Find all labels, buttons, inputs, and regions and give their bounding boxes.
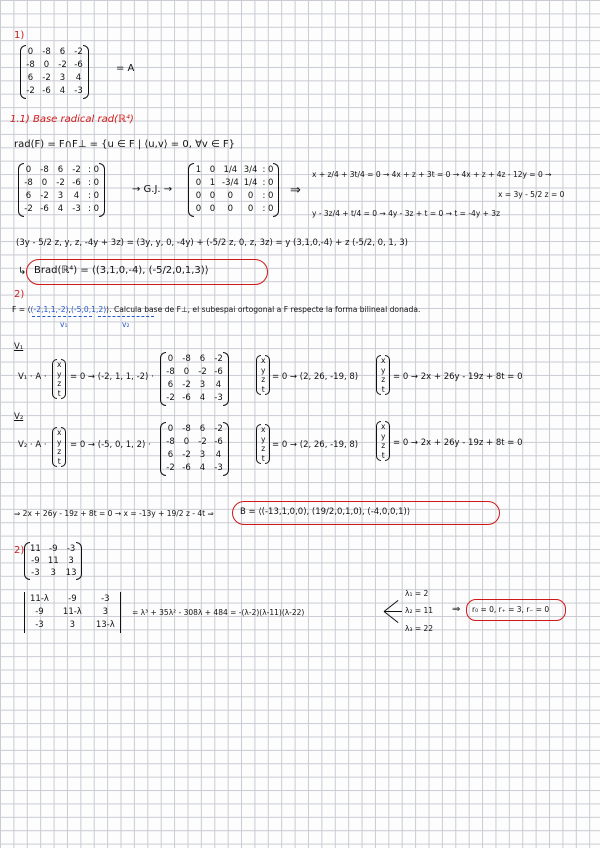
matrix-cell: -9 (35, 607, 44, 617)
matrix-cell: 6 (199, 424, 206, 434)
v1-eq0: = 0 → (-2, 1, 1, -2) · (70, 372, 154, 382)
matrix-cell: -2 (74, 47, 83, 57)
matrix-cell: 0 (25, 165, 32, 175)
matrix-cell: -2 (182, 380, 191, 390)
matrix-cell: -2 (182, 450, 191, 460)
matrix-cell: -6 (72, 178, 81, 188)
matrix-cell: 0 (209, 191, 216, 201)
v1-label: v₁ (60, 320, 68, 329)
matrix-cell: 13 (65, 568, 77, 578)
matrix-cell: 0 (183, 367, 190, 377)
matrix-cell: 4 (215, 380, 222, 390)
matrix-cell: 4 (57, 204, 64, 214)
vector-entry: t (381, 450, 385, 460)
matrix-cell: -8 (40, 165, 49, 175)
matrix-cell: 0 (247, 191, 254, 201)
matrix-cell: -2 (26, 86, 35, 96)
matrix-cell: 6 (167, 450, 174, 460)
radical-basis-result: Brad(ℝ⁴) = ⟨(3,1,0,-4), (-5/2,0,1,3)⟩ (34, 265, 209, 276)
vector-entry: x (57, 360, 62, 369)
matrix-cell: -2 (24, 204, 33, 214)
matrix-cell: -3 (214, 393, 223, 403)
vector-entry: t (381, 384, 385, 394)
matrix-cell: -6 (40, 204, 49, 214)
matrix-cell: -6 (214, 367, 223, 377)
matrix-cell: 1/4 (243, 178, 258, 188)
vector-entry: y (381, 431, 386, 441)
statement-comma: , (68, 305, 71, 314)
matrix-cell: 1/4 (223, 165, 238, 175)
v1-mid: = 0 → (2, 26, -19, 8) (272, 372, 359, 382)
orthogonal-basis-result: B = ⟨(-13,1,0,0), (19/2,0,1,0), (-4,0,0,1)⟩ (240, 507, 411, 517)
matrix-cell: -8 (24, 178, 33, 188)
xyzt-vector (256, 355, 270, 395)
equation-1-result: x = 3y - 5/2 z = 0 (498, 190, 565, 199)
matrix-cell: 3 (69, 620, 76, 630)
result-arrow: ↳ (18, 266, 27, 277)
vector-entry: x (261, 356, 266, 365)
matrix-cell: -3 (214, 463, 223, 473)
augmented-matrix (18, 163, 105, 217)
matrix-cell: 0 (167, 424, 174, 434)
matrix-cell: : 0 (262, 191, 274, 201)
matrix-cell: 0 (195, 178, 202, 188)
matrix-cell: 0 (183, 437, 190, 447)
matrix-cell: -8 (42, 47, 51, 57)
v1-row-label: V₁ (14, 342, 24, 352)
matrix-cell: -2 (56, 178, 65, 188)
matrix-cell: 0 (209, 165, 216, 175)
matrix-cell: -9 (68, 594, 77, 604)
matrix-cell: -2 (72, 165, 81, 175)
matrix-cell: 4 (75, 73, 82, 83)
matrix-cell: -2 (214, 424, 223, 434)
xyzt-vector (52, 359, 66, 399)
vector-entry: y (261, 434, 266, 444)
matrix-cell: -2 (198, 367, 207, 377)
vector-v1: (-2,1,1,-2) (30, 305, 69, 314)
orthogonal-solve: ⇒ 2x + 26y - 19z + 8t = 0 → x = -13y + 19/2 z - 4t ⇒ (14, 509, 214, 518)
matrix-cell: 0 (247, 204, 254, 214)
matrix-cell: -3 (31, 568, 40, 578)
vector-entry: z (261, 375, 266, 384)
matrix-cell: 3 (102, 607, 109, 617)
eigenvalue-1: λ₁ = 2 (405, 589, 429, 598)
matrix-cell: -2 (42, 73, 51, 83)
vector-entry: x (381, 422, 386, 431)
matrix-cell: -6 (74, 60, 83, 70)
matrix-cell: 11 (30, 544, 41, 554)
eigenvalue-2: λ₂ = 11 (405, 606, 434, 615)
matrix-cell: -3/4 (222, 178, 239, 188)
matrix-cell: 0 (227, 191, 234, 201)
vector-entry: z (57, 447, 62, 456)
matrix-cell: 3 (68, 556, 74, 566)
matrix-cell: -2 (166, 393, 175, 403)
vector-entry: y (381, 365, 386, 375)
characteristic-determinant (24, 592, 121, 633)
matrix-a-name: = A (116, 63, 135, 74)
matrix-cell: 4 (73, 191, 80, 201)
matrix-cell: : 0 (88, 165, 99, 175)
matrix-cell: 11-λ (62, 607, 82, 617)
matrix-cell: 0 (209, 204, 216, 214)
matrix-cell: -6 (182, 463, 191, 473)
matrix-cell: 6 (27, 73, 34, 83)
matrix-cell: 3 (199, 380, 206, 390)
vector-v2: (-5,0,1,2) (70, 305, 107, 314)
eigenvalue-3: λ₃ = 22 (405, 624, 434, 633)
matrix-cell: -8 (166, 367, 175, 377)
matrix-cell: 1 (195, 165, 202, 175)
vector-entry: z (381, 441, 386, 450)
matrix-cell: -2 (40, 191, 49, 201)
implies-arrow: ⇒ (290, 183, 301, 198)
matrix-cell: -6 (42, 86, 51, 96)
parametric-solution: (3y - 5/2 z, y, z, -4y + 3z) = (3y, y, 0, -4y) + (-5/2 z, 0, z, 3z) = y (3,1,0,-4) + z (-5/2, 0, 1, 3) (16, 238, 408, 248)
exercise-2-label: 2) (14, 289, 25, 300)
matrix-cell: : 0 (88, 191, 99, 201)
matrix-cell: -3 (66, 544, 76, 554)
matrix-cell: -2 (198, 437, 207, 447)
matrix-cell: 6 (57, 165, 64, 175)
matrix-cell: : 0 (262, 204, 274, 214)
vector-entry: t (57, 456, 61, 466)
matrix-b (24, 542, 82, 580)
matrix-cell: -3 (101, 594, 110, 604)
matrix-cell: -6 (214, 437, 223, 447)
matrix-cell: : 0 (262, 178, 274, 188)
matrix-cell: 3/4 (243, 165, 258, 175)
statement-suffix: ⟩. Calcula base de F⊥, el subespai ortogonal a F respecte la forma bilineal donada. (106, 305, 421, 314)
matrix-cell: 6 (167, 380, 174, 390)
matrix-cell: 4 (59, 86, 66, 96)
matrix-cell: 13-λ (95, 620, 115, 630)
v2-underline (98, 316, 154, 317)
matrix-cell: 3 (199, 450, 206, 460)
gauss-jordan-arrow: → G.J. → (132, 184, 173, 195)
section-1-1-heading: 1.1) Base radical rad(ℝ⁴) (10, 114, 134, 125)
matrix-cell: 0 (167, 354, 174, 364)
equation-1: x + z/4 + 3t/4 = 0 → 4x + z + 3t = 0 → 4x + z + 4z - 12y = 0 → (312, 170, 552, 179)
v2-rhs: = 0 → 2x + 26y - 19z + 8t = 0 (393, 438, 523, 448)
characteristic-polynomial: = λ³ + 35λ² - 308λ + 484 = -(λ-2)(λ-11)(λ-22) (132, 608, 305, 617)
matrix-cell: 1 (209, 178, 216, 188)
matrix-cell: 11 (47, 556, 59, 566)
v2-row-label: V₂ (14, 412, 24, 422)
exercise-1-label: 1) (14, 30, 25, 41)
matrix-cell: -9 (31, 556, 40, 566)
xyzt-vector (52, 427, 66, 467)
matrix-a (20, 45, 89, 99)
matrix-cell: 0 (43, 60, 50, 70)
branch-line (384, 611, 399, 623)
v2-eq0: = 0 → (-5, 0, 1, 2) · (70, 440, 151, 450)
matrix-cell: -3 (72, 204, 81, 214)
matrix-cell: -3 (35, 620, 44, 630)
matrix-cell: 4 (215, 450, 222, 460)
matrix-cell: -8 (182, 424, 191, 434)
vector-entry: z (57, 379, 62, 388)
matrix-cell: 3 (50, 568, 56, 578)
xyzt-vector (376, 355, 390, 395)
matrix-cell: 6 (199, 354, 206, 364)
matrix-cell: -3 (74, 86, 83, 96)
radical-definition: rad(F) = F∩F⊥ = {u ∈ F | ⟨u,v⟩ = 0, ∀v ∈ F} (14, 139, 236, 150)
matrix-cell: 0 (195, 191, 202, 201)
v2-lhs: V₂ · A · (18, 440, 47, 450)
vector-entry: t (261, 453, 265, 463)
matrix-cell: 6 (25, 191, 32, 201)
vector-entry: x (57, 428, 62, 437)
matrix-cell: -2 (166, 463, 175, 473)
matrix-a-copy (160, 422, 229, 476)
signature-result: r₀ = 0, r₊ = 3, r₋ = 0 (472, 605, 550, 614)
v2-label: v₂ (122, 320, 130, 329)
matrix-cell: -2 (58, 60, 67, 70)
v1-lhs: V₁ · A · (18, 372, 47, 382)
xyzt-vector (376, 421, 390, 461)
vector-entry: z (261, 444, 266, 453)
vector-entry: y (261, 365, 266, 375)
vector-entry: y (57, 369, 62, 379)
vector-entry: y (57, 437, 62, 447)
matrix-cell: -8 (182, 354, 191, 364)
vector-entry: x (381, 356, 386, 365)
exercise-3-label: 2) (14, 545, 25, 556)
matrix-cell: -2 (214, 354, 223, 364)
exercise-2-statement (12, 305, 420, 314)
matrix-cell: -6 (182, 393, 191, 403)
v1-underline (32, 316, 92, 317)
matrix-cell: -9 (49, 544, 58, 554)
matrix-cell: 0 (227, 204, 234, 214)
matrix-cell: 4 (199, 463, 206, 473)
equation-2: y - 3z/4 + t/4 = 0 → 4y - 3z + t = 0 → t = -4y + 3z (312, 209, 501, 218)
matrix-cell: 3 (59, 73, 66, 83)
vector-entry: t (261, 384, 265, 394)
matrix-cell: 0 (41, 178, 48, 188)
branch-line (384, 611, 402, 612)
v1-rhs: = 0 → 2x + 26y - 19z + 8t = 0 (393, 372, 523, 382)
matrix-cell: : 0 (88, 178, 99, 188)
matrix-cell: : 0 (262, 165, 274, 175)
matrix-cell: -8 (26, 60, 35, 70)
matrix-cell: 4 (199, 393, 206, 403)
vector-entry: x (261, 425, 266, 434)
matrix-cell: 0 (195, 204, 202, 214)
vector-entry: z (381, 375, 386, 384)
statement-prefix: F = ⟨ (12, 305, 31, 314)
matrix-cell: 11-λ (30, 594, 49, 604)
vector-entry: t (57, 388, 61, 398)
matrix-cell: 3 (57, 191, 64, 201)
reduced-matrix (188, 163, 279, 217)
matrix-cell: 0 (27, 47, 34, 57)
v2-mid: = 0 → (2, 26, -19, 8) (272, 440, 359, 450)
matrix-cell: : 0 (88, 204, 99, 214)
matrix-a-copy (160, 352, 229, 406)
implies-arrow-2: ⇒ (452, 604, 461, 615)
matrix-cell: -8 (166, 437, 175, 447)
xyzt-vector (256, 424, 270, 464)
matrix-cell: 6 (59, 47, 66, 57)
